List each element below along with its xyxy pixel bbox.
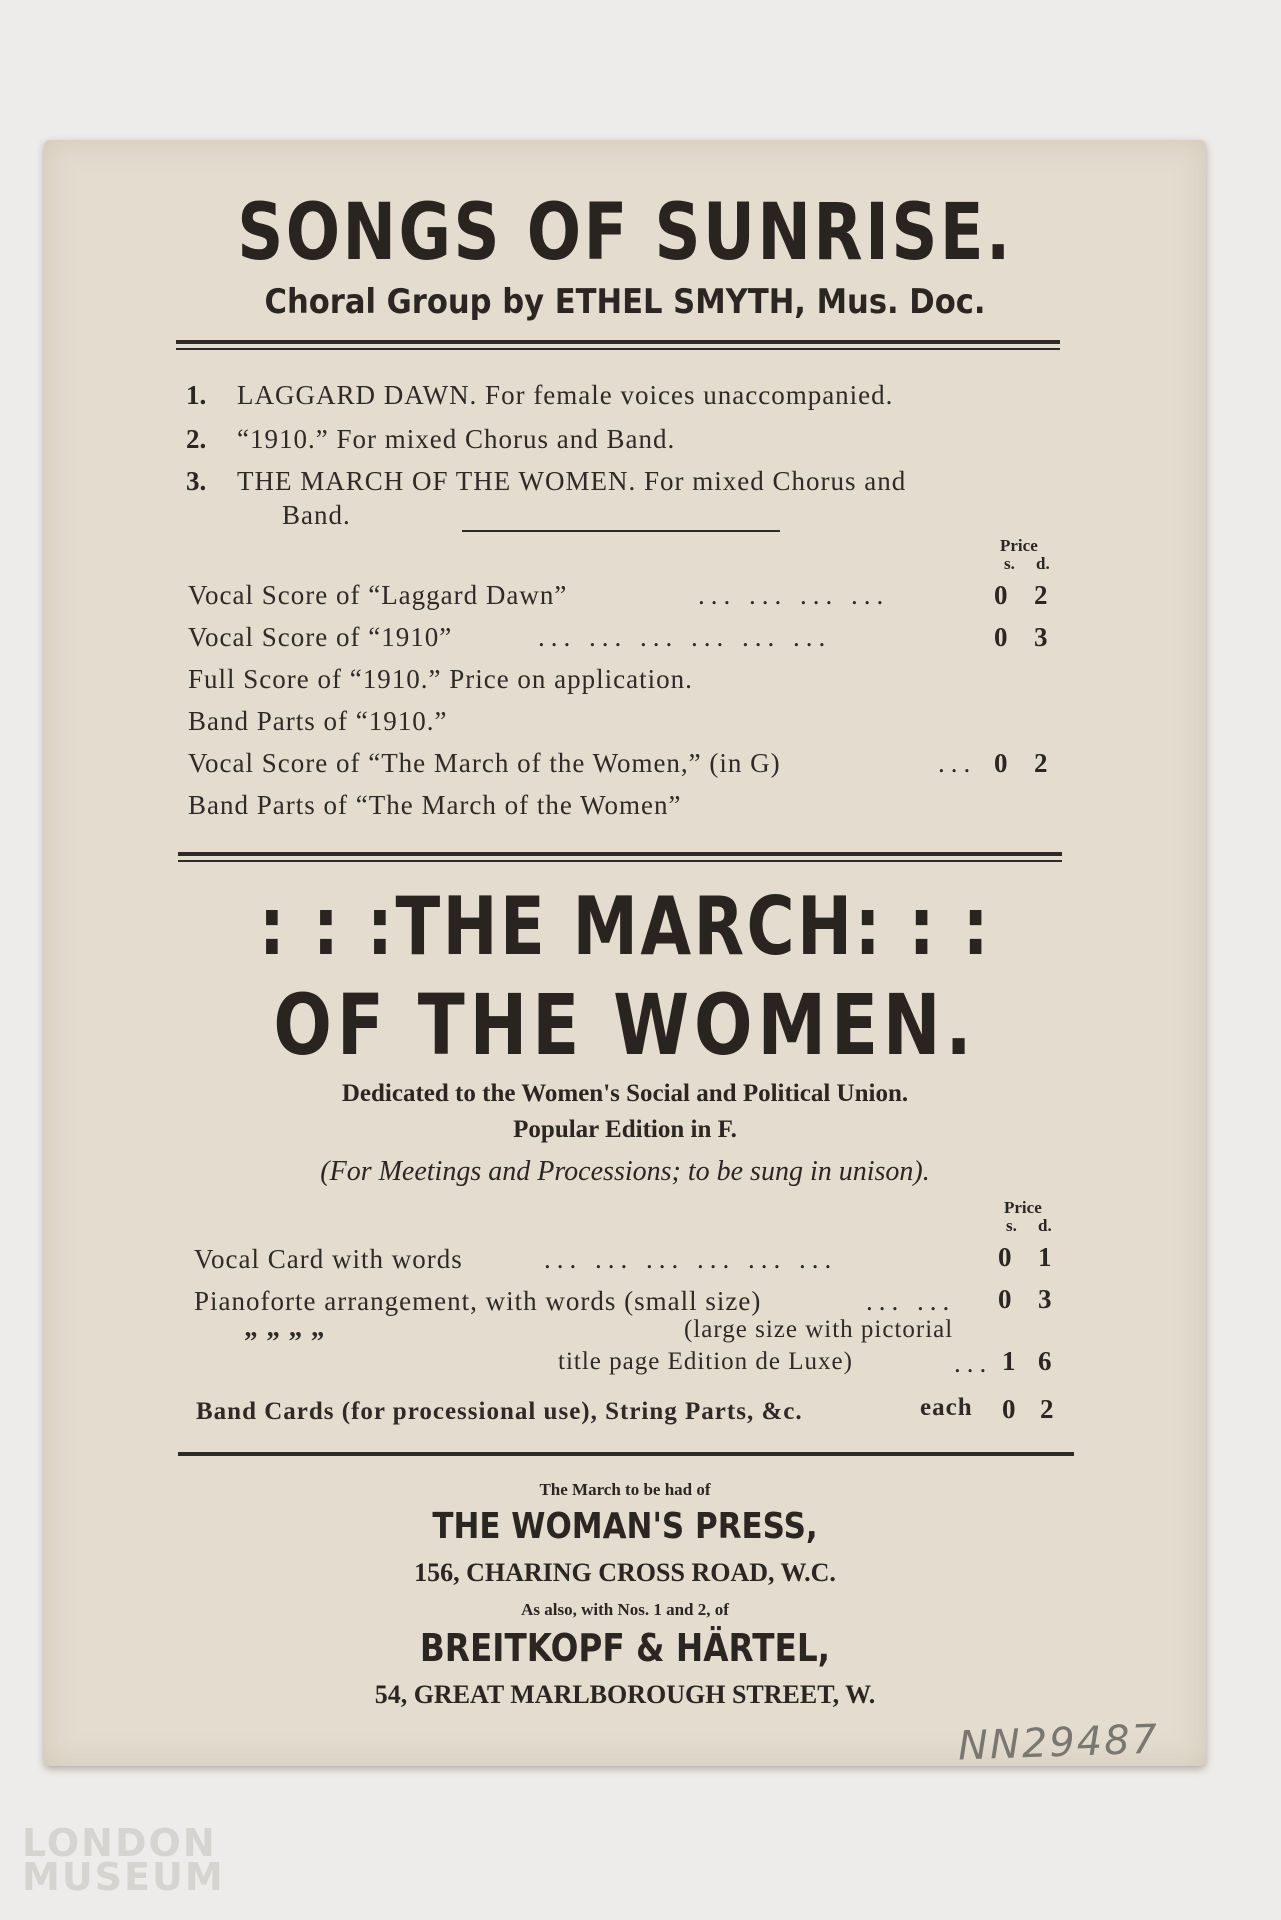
list-item-number: 2.	[186, 424, 207, 454]
subtitle-wrap	[44, 282, 1206, 322]
price-heading-d: d.	[1036, 554, 1050, 573]
footer-line1: The March to be had of	[539, 1480, 711, 1499]
price-s: 0	[994, 748, 1008, 778]
list-item: LAGGARD DAWN. For female voices unaccompanied.	[237, 380, 894, 410]
table-row-label: Vocal Card with words	[194, 1244, 463, 1274]
divider	[178, 852, 1062, 856]
handwritten-reference: NN29487	[957, 1716, 1160, 1770]
ditto-marks: ” ” ” ”	[244, 1326, 326, 1356]
price-heading: Price	[1000, 536, 1038, 555]
table-row-label: Vocal Score of “1910”	[188, 622, 453, 652]
table-row-label: Vocal Score of “Laggard Dawn”	[188, 580, 568, 610]
list-item: THE MARCH OF THE WOMEN. For mixed Chorus and	[237, 466, 907, 496]
leader-dots: ... ...	[866, 1286, 956, 1316]
price-s: 0	[994, 622, 1008, 652]
price-s: 0	[998, 1284, 1012, 1314]
divider	[178, 860, 1062, 862]
price-d: 2	[1034, 580, 1048, 610]
table-row-label: (large size with pictorial	[684, 1316, 954, 1343]
divider	[176, 340, 1060, 344]
price-heading: Price	[1004, 1198, 1042, 1217]
price-s: 0	[998, 1242, 1012, 1272]
price-d: 6	[1038, 1346, 1052, 1376]
leader-dots: ...	[954, 1348, 993, 1378]
march-title-wrap	[44, 880, 1206, 973]
edition: Popular Edition in F.	[513, 1116, 737, 1143]
table-row-label: Band Cards (for processional use), String Parts, &c.	[196, 1398, 803, 1425]
list-item-number: 1.	[186, 380, 207, 410]
publisher-name: BREITKOPF & HÄRTEL,	[419, 1626, 831, 1670]
short-divider	[462, 530, 780, 532]
leader-dots: ...	[938, 748, 977, 778]
dedication: Dedicated to the Women's Social and Political Union.	[341, 1080, 909, 1107]
watermark-line1: LONDON	[22, 1821, 217, 1865]
footer-line2: As also, with Nos. 1 and 2, of	[521, 1600, 729, 1619]
price-d: 1	[1038, 1242, 1052, 1272]
page-title: SONGS OF SUNRISE.	[237, 188, 1013, 278]
publisher-name: THE WOMAN'S PRESS,	[432, 1506, 818, 1547]
leader-dots: ... ... ... ...	[698, 580, 890, 610]
price-s: 0	[994, 580, 1008, 610]
table-row-label: Band Parts of “The March of the Women”	[188, 790, 682, 820]
publisher1-wrap	[44, 1506, 1206, 1547]
list-item-continuation: Band.	[282, 500, 351, 530]
leader-dots: ... ... ... ... ... ...	[544, 1244, 838, 1274]
publisher-address: 156, CHARING CROSS ROAD, W.C.	[414, 1558, 836, 1587]
divider	[176, 348, 1060, 350]
watermark-line2: MUSEUM	[22, 1855, 225, 1899]
price-d: 2	[1040, 1394, 1054, 1424]
march-title-line1: : : :THE MARCH: : :	[258, 880, 992, 973]
divider	[178, 1452, 1074, 1456]
table-row-label: Band Parts of “1910.”	[188, 706, 448, 736]
list-item-number: 3.	[186, 466, 207, 496]
march-title-wrap2	[44, 976, 1206, 1074]
table-row-label: Pianoforte arrangement, with words (small size)	[194, 1286, 762, 1316]
price-s: 1	[1002, 1346, 1016, 1376]
document-sheet	[44, 140, 1206, 1770]
table-row-label: title page Edition de Luxe)	[558, 1348, 853, 1375]
publisher-address: 54, GREAT MARLBOROUGH STREET, W.	[374, 1680, 876, 1709]
price-s: 0	[1002, 1394, 1016, 1424]
leader-dots: ... ... ... ... ... ...	[538, 622, 832, 652]
publisher2-wrap	[44, 1626, 1206, 1670]
list-item: “1910.” For mixed Chorus and Band.	[237, 424, 676, 454]
header	[44, 188, 1206, 278]
price-d: 2	[1034, 748, 1048, 778]
table-row-label: Full Score of “1910.” Price on application.	[188, 664, 693, 694]
march-title-line2: OF THE WOMEN.	[273, 976, 977, 1074]
price-heading-s: s.	[1006, 1216, 1017, 1235]
usage-note: (For Meetings and Processions; to be sung in unison).	[320, 1156, 930, 1187]
price-heading-s: s.	[1004, 554, 1015, 573]
price-d: 3	[1038, 1284, 1052, 1314]
each-label: each	[920, 1394, 973, 1421]
page-subtitle: Choral Group by ETHEL SMYTH, Mus. Doc.	[264, 282, 986, 322]
price-d: 3	[1034, 622, 1048, 652]
table-row-label: Vocal Score of “The March of the Women,” (in G)	[188, 748, 781, 778]
museum-watermark	[22, 1821, 225, 1899]
price-heading-d: d.	[1038, 1216, 1052, 1235]
